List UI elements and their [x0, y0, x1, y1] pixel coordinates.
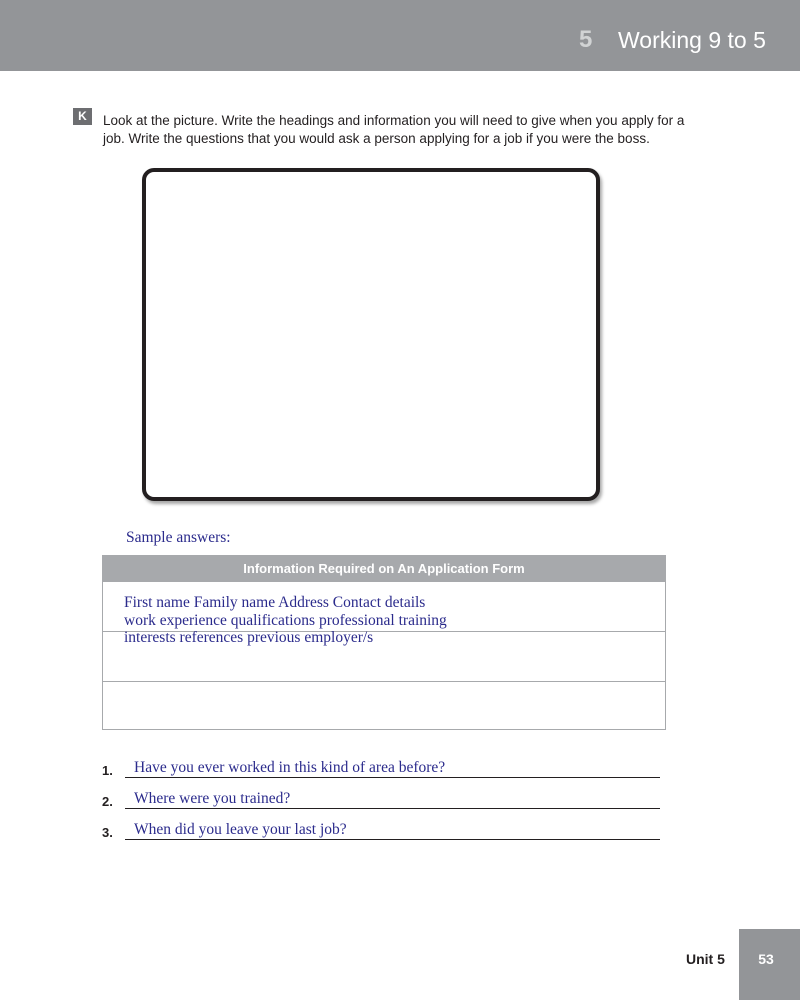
table-row[interactable] [103, 681, 665, 731]
answer-line-field[interactable] [125, 839, 660, 840]
unit-number: 5 [579, 26, 593, 53]
exercise-instructions: Look at the picture. Write the headings and information you will need to give when you apply for a job. Write the questions that you would ask a person applying for a job if you were the boss. [103, 113, 685, 146]
question-number: 3. [102, 825, 113, 840]
page-number: 53 [758, 951, 774, 967]
page-header [0, 0, 800, 71]
question-number: 2. [102, 794, 113, 809]
unit-title: Working 9 to 5 [618, 27, 766, 53]
table-header: Information Required on An Application Form [103, 556, 665, 581]
question-row-1 [102, 760, 662, 780]
exercise-letter-badge: K [73, 108, 92, 125]
answer-line-field[interactable] [125, 777, 660, 778]
question-number: 1. [102, 763, 113, 778]
picture-frame [142, 168, 600, 501]
answer-line-field[interactable] [125, 808, 660, 809]
answer-line: work experience qualifications professional training [124, 611, 447, 629]
page-number-box [739, 929, 800, 1000]
sample-answers-label: Sample answers: [126, 529, 231, 546]
footer-unit-label: Unit 5 [686, 951, 725, 967]
question-answer: Where were you trained? [134, 790, 291, 807]
answer-line: interests references previous employer/s [124, 629, 374, 646]
question-row-3 [102, 822, 662, 842]
question-row-2 [102, 791, 662, 811]
answer-line: First name Family name Address Contact details [124, 594, 426, 611]
table-answer-text [124, 594, 644, 647]
question-answer: When did you leave your last job? [134, 821, 347, 838]
question-answer: Have you ever worked in this kind of area before? [134, 759, 446, 776]
